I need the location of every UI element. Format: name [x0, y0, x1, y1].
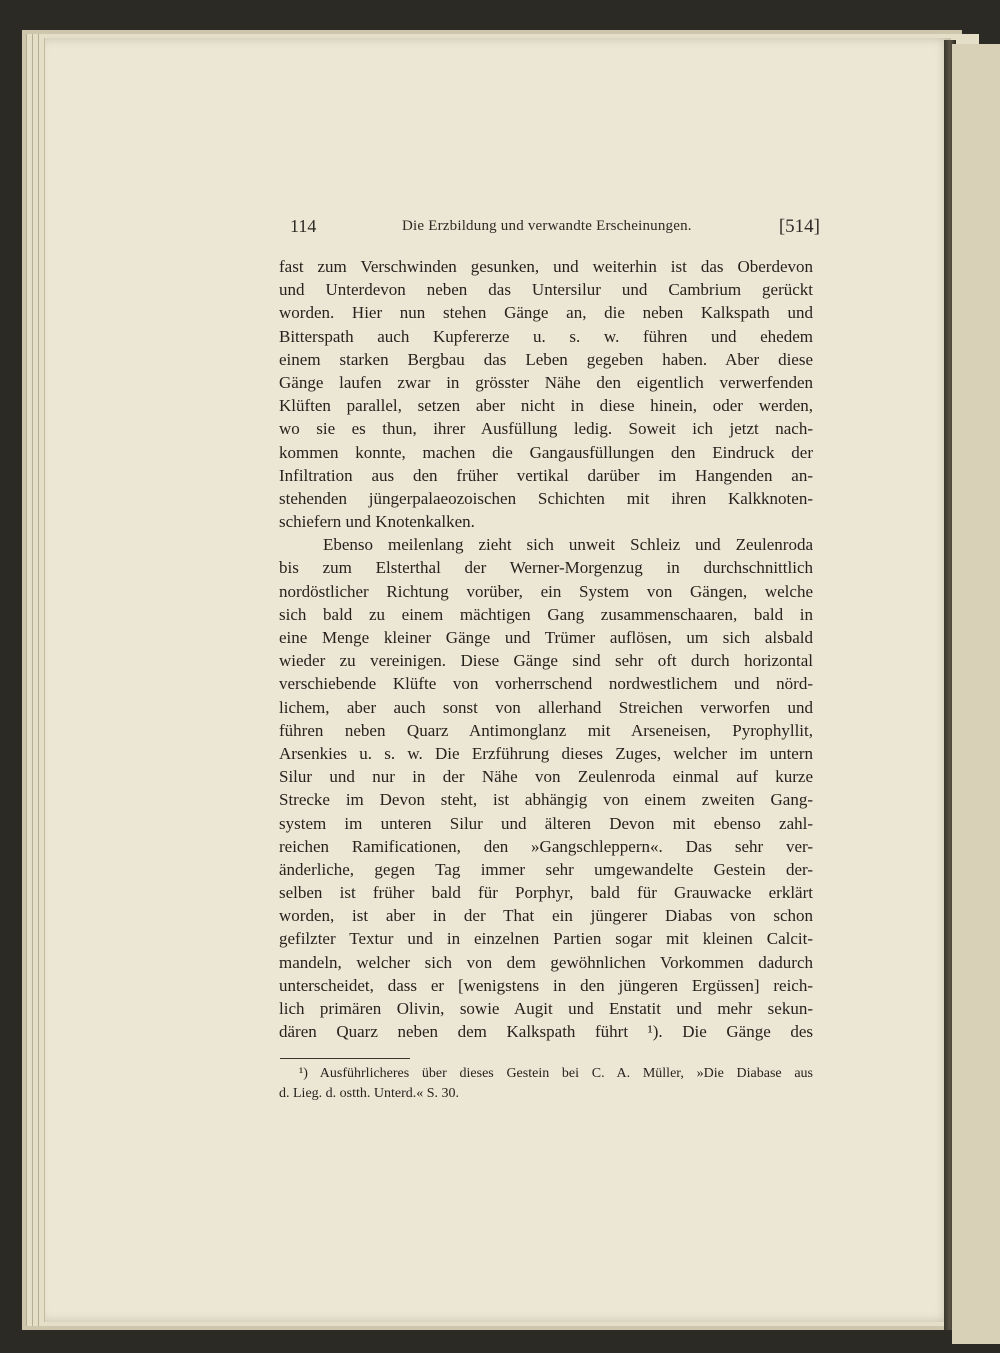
text-line: stehenden jüngerpalaeozoischen Schichten mit ihren Kalkknoten- [279, 488, 813, 508]
text-line: fast zum Verschwinden gesunken, und weiterhin ist das Oberdevon [279, 257, 813, 276]
text-line: sich bald zu einem mächtigen Gang zusammenschaaren, bald in [279, 604, 813, 624]
text-line: schiefern und Knotenkalken. [279, 512, 475, 532]
text-line: Strecke im Devon steht, ist abhängig von einem zweiten Gang- [279, 790, 813, 810]
footnote [279, 1064, 813, 1104]
text-line: unterscheidet, dass er [wenigstens in den jüngeren Ergüssen] reich- [279, 975, 813, 995]
text-line: gefilzter Textur und in einzelnen Partien sogar mit kleinen Calcit- [279, 929, 813, 949]
text-line: reichen Ramificationen, den »Gangschleppern«. Das sehr ver- [279, 836, 813, 856]
text-line: Klüften parallel, setzen aber nicht in diese hinein, oder werden, [279, 396, 813, 416]
text-line: nordöstlicher Richtung vorüber, ein System von Gängen, welche [279, 581, 813, 601]
text-line: Infiltration aus den früher vertikal darüber im Hangenden an- [279, 465, 813, 485]
text-line: dären Quarz neben dem Kalkspath führt ¹). Die Gänge des [279, 1022, 813, 1042]
text-line: system im unteren Silur und älteren Devon mit ebenso zahl- [279, 813, 813, 833]
text-line: verschiebende Klüfte von vorherrschend nordwestlichem und nörd- [279, 674, 813, 694]
text-line: wo sie es thun, ihrer Ausfüllung ledig. Soweit ich jetzt nach- [279, 419, 813, 439]
page-number: 114 [290, 216, 317, 236]
text-line: Ebenso meilenlang zieht sich unweit Schleiz und Zeulenroda [323, 535, 813, 555]
original-page-reference: [514] [778, 216, 820, 237]
text-line: worden. Hier nun stehen Gänge an, die neben Kalkspath und [279, 303, 813, 323]
footnote-line: ¹) Ausführlicheres über dieses Gestein bei C. A. Müller, »Die Diabase aus [299, 1066, 813, 1081]
text-line: mandeln, welcher sich von dem gewöhnlichen Vorkommen dadurch [279, 952, 813, 972]
text-line: Bitterspath auch Kupfererze u. s. w. führen und ehedem [279, 326, 813, 346]
text-line: führen neben Quarz Antimonglanz mit Arseneisen, Pyrophyllit, [279, 720, 813, 740]
text-line: kommen konnte, machen die Gangausfüllungen den Eindruck der [279, 442, 813, 462]
text-line: Arsenkies u. s. w. Die Erzführung dieses Zuges, welcher im untern [279, 743, 813, 763]
text-line: und Unterdevon neben das Untersilur und Cambrium gerückt [279, 280, 813, 300]
text-line: änderliche, gegen Tag immer sehr umgewandelte Gestein der- [279, 859, 813, 879]
footnote-rule [280, 1058, 410, 1059]
text-line: worden, ist aber in der That ein jüngerer Diabas von schon [279, 906, 813, 926]
text-line: lich primären Olivin, sowie Augit und Enstatit und mehr sekun- [279, 999, 813, 1018]
text-line: Silur und nur in der Nähe von Zeulenroda einmal auf kurze [279, 767, 813, 787]
body-text [279, 255, 813, 1043]
running-head [290, 216, 830, 246]
text-line: einem starken Bergbau das Leben gegeben haben. Aber diese [279, 349, 813, 369]
footnote-line: d. Lieg. d. ostth. Unterd.« S. 30. [279, 1086, 460, 1101]
running-title: Die Erzbildung und verwandte Erscheinungen. [402, 218, 692, 234]
text-line: lichem, aber auch sonst von allerhand Streichen verworfen und [279, 697, 813, 717]
text-line: bis zum Elsterthal der Werner-Morgenzug in durchschnittlich [279, 558, 813, 578]
facing-page [952, 44, 1000, 1344]
text-line: selben ist früher bald für Porphyr, bald für Grauwacke erklärt [279, 883, 813, 903]
text-line: wieder zu vereinigen. Diese Gänge sind sehr oft durch horizontal [279, 651, 813, 671]
text-line: Gänge laufen zwar in grösster Nähe den eigentlich verwerfenden [279, 372, 813, 392]
text-line: eine Menge kleiner Gänge und Trümer auflösen, um sich alsbald [279, 628, 813, 647]
